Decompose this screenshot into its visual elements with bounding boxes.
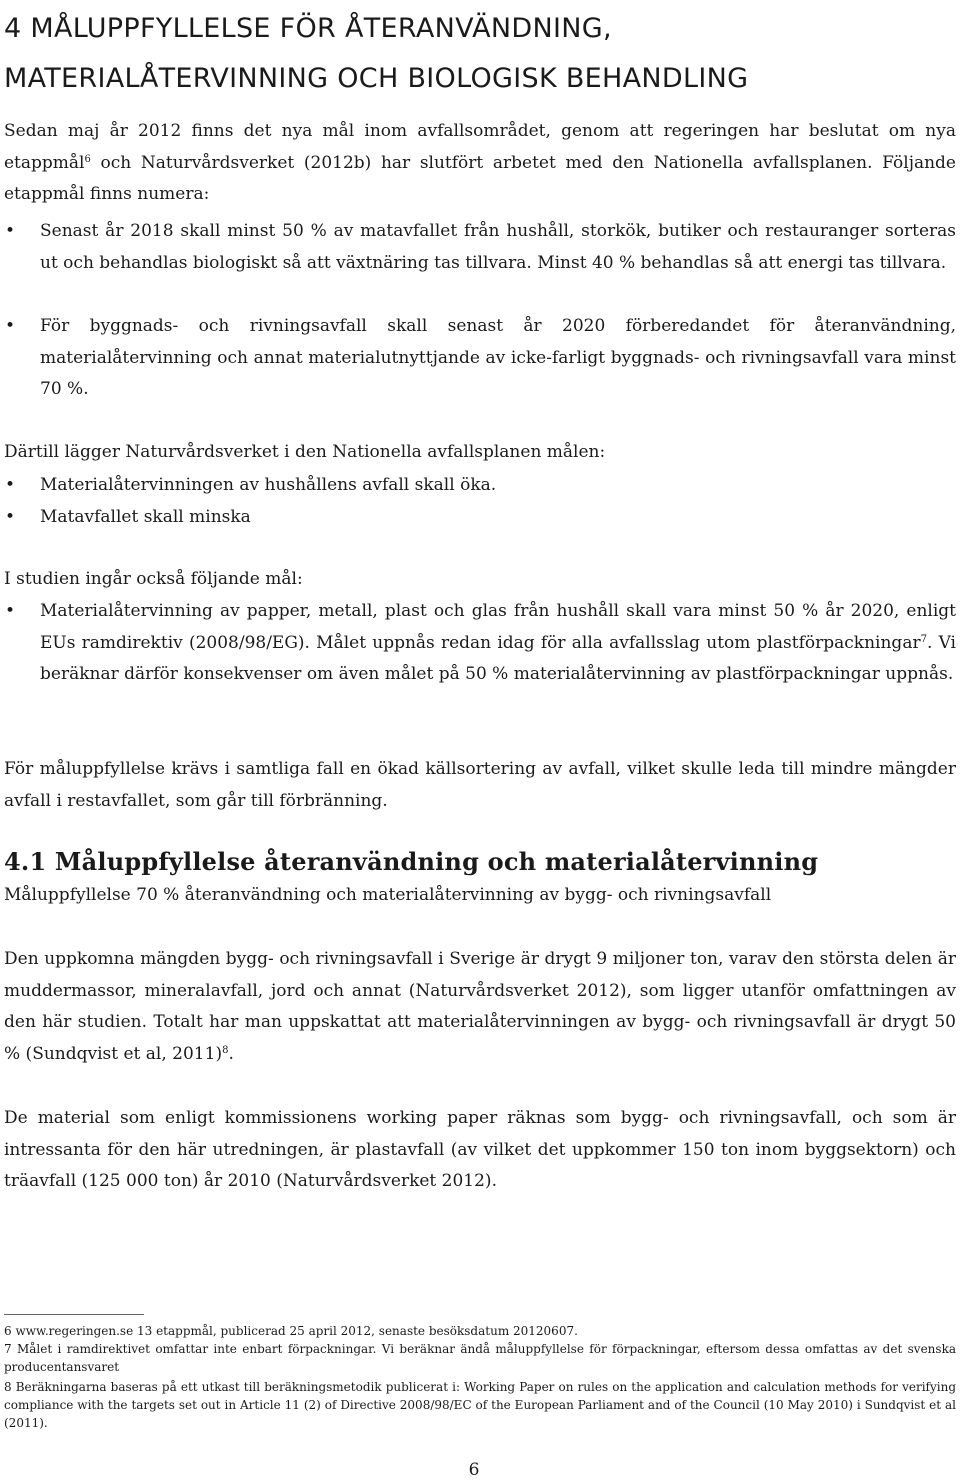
section-subheading: Måluppfyllelse 70 % återanvändning och materialåtervinning av bygg- och rivningsavfall bbox=[4, 885, 772, 905]
footnote-ref-6: 6 bbox=[84, 153, 91, 165]
footnote-7: 7 Målet i ramdirektivet omfattar inte enbart förpackningar. Vi beräknar ändå måluppfyllelse för förpackningar, eftersom dessa omfattas av det svenska producentansvaret bbox=[4, 1342, 956, 1374]
chapter-heading-line-1: 4 MÅLUPPFYLLELSE FÖR ÅTERANVÄNDNING, bbox=[4, 13, 612, 44]
study-goals-paragraph: I studien ingår också följande mål: bbox=[4, 569, 303, 589]
footnote-ref-7: 7 bbox=[920, 633, 927, 645]
sorting-paragraph: För måluppfyllelse krävs i samtliga fall en ökad källsortering av avfall, vilket skulle leda till mindre mängder avfall i restavfallet, som går till förbränning. bbox=[4, 759, 956, 811]
chapter-heading-line-2: MATERIALÅTERVINNING OCH BIOLOGISK BEHANDLING bbox=[4, 63, 749, 94]
page-number: 6 bbox=[468, 1460, 480, 1480]
study-goal-bullet: • Materialåtervinning av papper, metall, plast och glas från hushåll skall vara minst 50 % år 2020, enligt EUs ramdirektiv (2008/98/EG). Målet uppnås redan idag för alla avfallsslag utom plastförpackningar$^7$. Vi beräknar därför konsekvenser om även målet på 50 % materialåtervinning av plastförpackningar uppnås. bbox=[40, 596, 956, 691]
section-heading-4-1: 4.1 Måluppfyllelse återanvändning och materialåtervinning bbox=[4, 847, 819, 876]
footnote-6: 6 www.regeringen.se 13 etappmål, publicerad 25 april 2012, senaste besöksdatum 20120607. bbox=[4, 1324, 578, 1338]
construction-waste-paragraph: Den uppkomna mängden bygg- och rivningsavfall i Sverige är drygt 9 miljoner ton, varav den största delen är muddermassor, mineralavfall, jord och annat (Naturvårdsverket 2012), som ligger utanför omfattningen av den här studien. Totalt har man uppskattat att materialåtervinningen av bygg- och rivningsavfall är drygt 50 % (Sundqvist et al, 2011)$^8$. bbox=[4, 949, 956, 1064]
footnote-ref-8: 8 bbox=[222, 1044, 229, 1056]
materials-paragraph: De material som enligt kommissionens working paper räknas som bygg- och rivningsavfall, och som är intressanta för den här utredningen, är plastavfall (av vilket det uppkommer 150 ton inom byggsektorn) och träavfall (125 000 ton) år 2010 (Naturvårdsverket 2012). bbox=[4, 1108, 956, 1191]
footnote-8: 8 Beräkningarna baseras på ett utkast till beräkningsmetodik publicerat i: Working Paper on rules on the application and calculation methods for verifying compliance with the targets set out in Article 11 (2) of Directive 2008/98/EC of the European Parliament and of the Council (10 May 2010) i Sundqvist et al (2011). bbox=[4, 1380, 956, 1430]
chapter-heading bbox=[4, 4, 944, 104]
intro-paragraph: Sedan maj år 2012 finns det nya mål inom avfallsområdet, genom att regeringen har beslutat om nya etappmål$^6$ och Naturvårdsverket (2012b) har slutfört arbetet med den Nationella avfallsplanen. Följande etappmål finns numera: bbox=[4, 121, 956, 204]
national-plan-paragraph: Därtill lägger Naturvårdsverket i den Nationella avfallsplanen målen: bbox=[4, 442, 606, 462]
plan-bullet-food-waste: • Matavfallet skall minska bbox=[40, 502, 956, 534]
goal-bullet-construction-waste: • För byggnads- och rivningsavfall skall senast år 2020 förberedandet för återanvändning, materialåtervinning och annat materialutnyttjande av icke-farligt byggnads- och rivningsavfall vara minst 70 %. bbox=[40, 311, 956, 406]
goal-bullet-food-waste: • Senast år 2018 skall minst 50 % av matavfallet från hushåll, storkök, butiker och restauranger sorteras ut och behandlas biologiskt så att växtnäring tas tillvara. Minst 40 % behandlas så att energi tas tillvara. bbox=[40, 216, 956, 279]
plan-bullet-household: • Materialåtervinningen av hushållens avfall skall öka. bbox=[40, 470, 956, 502]
footnote-divider bbox=[4, 1314, 144, 1315]
